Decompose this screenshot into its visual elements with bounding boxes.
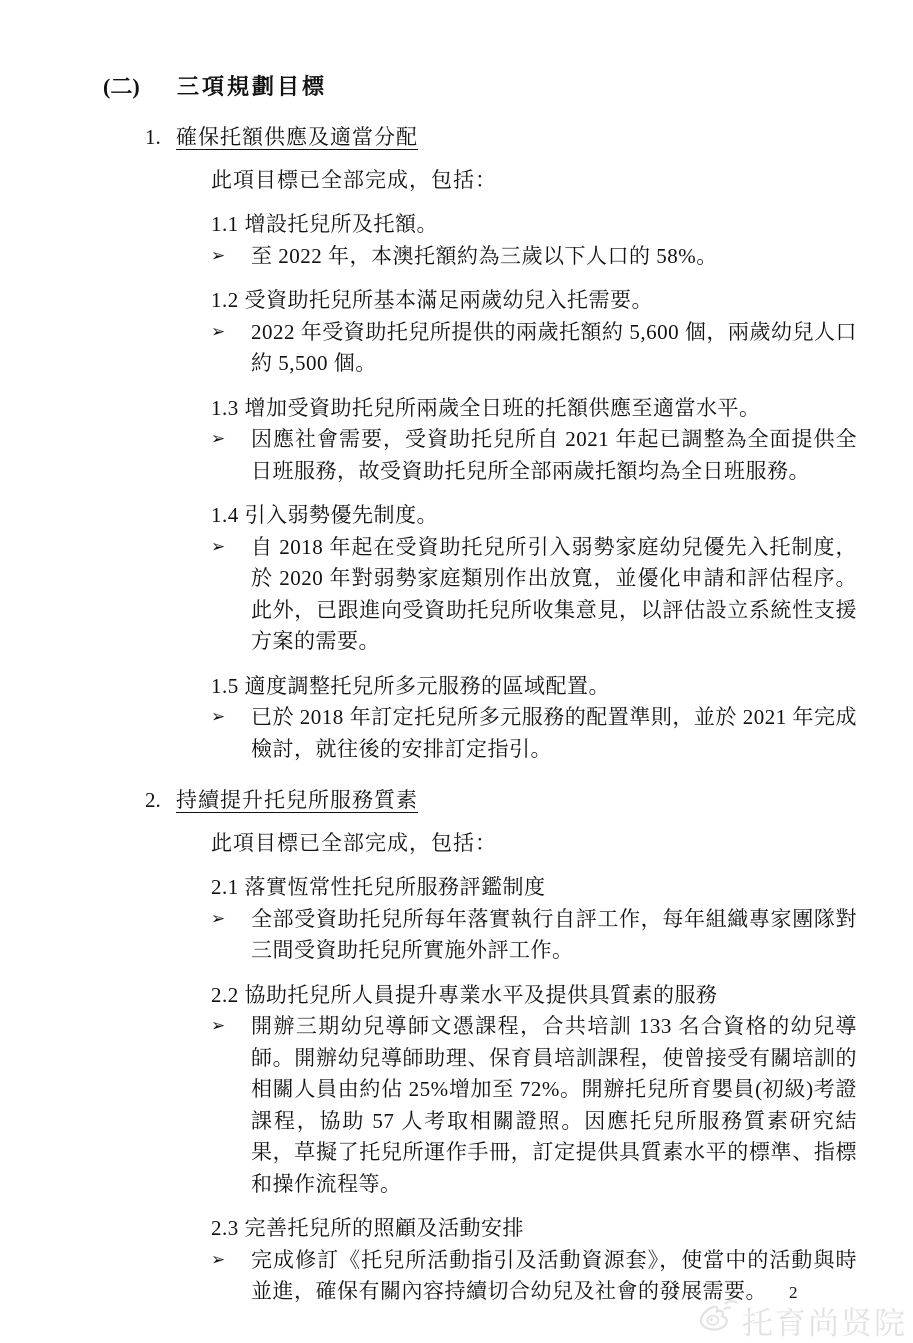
bullet-row	[211, 1011, 857, 1200]
arrowhead-bullet-icon: ➢	[211, 908, 226, 929]
subitem-heading: 1.5 適度調整托兒所多元服務的區域配置。	[211, 673, 610, 698]
arrowhead-bullet-icon: ➢	[211, 536, 226, 557]
bullet-row	[211, 904, 857, 967]
document-body	[103, 72, 857, 1308]
bullet-text: 2022 年受資助托兒所提供的兩歲托額約 5,600 個，兩歲幼兒人口約 5,500 個。	[251, 319, 857, 375]
subitem-1-4	[103, 500, 857, 658]
bullet-row	[211, 424, 857, 487]
arrowhead-bullet-icon: ➢	[211, 1249, 226, 1270]
goal-title: 持續提升托兒所服務質素	[176, 788, 418, 812]
goal-item-1	[103, 122, 857, 765]
bullet-row	[211, 317, 857, 380]
watermark	[696, 1297, 907, 1343]
watermark-text: 托育尚贤院	[742, 1305, 907, 1341]
subitem-2-2	[103, 980, 857, 1201]
subitem-heading: 1.2 受資助托兒所基本滿足兩歲幼兒入托需要。	[211, 288, 653, 312]
subitem-heading: 2.2 協助托兒所人員提升專業水平及提供具質素的服務	[211, 982, 718, 1007]
goal-intro: 此項目標已全部完成，包括：	[211, 167, 497, 192]
page-number: 2	[789, 1283, 798, 1302]
goal-item-2	[103, 785, 857, 1308]
bullet-text: 自 2018 年起在受資助托兒所引入弱勢家庭幼兒優先入托制度，於 2020 年對弱勢家庭類別作出放寬，並優化申請和評估程序。此外，已跟進向受資助托兒所收集意見，以評估設立系統性支援方案的需要。	[251, 534, 857, 653]
goal-intro: 此項目標已全部完成，包括：	[211, 830, 497, 855]
arrowhead-bullet-icon: ➢	[211, 707, 226, 727]
bullet-row	[211, 702, 857, 765]
arrowhead-bullet-icon: ➢	[211, 429, 226, 449]
subitem-2-3	[103, 1213, 857, 1308]
section-title: 三項規劃目標	[177, 74, 328, 99]
subitem-heading: 1.3 增加受資助托兒所兩歲全日班的托額供應至適當水平。	[211, 395, 761, 420]
subitem-heading: 2.3 完善托兒所的照顧及活動安排	[211, 1216, 524, 1240]
bullet-text: 完成修訂《托兒所活動指引及活動資源套》，使當中的活動與時並進，確保有關內容持續切合幼兒及社會的發展需要。	[251, 1247, 857, 1303]
subitem-heading: 1.4 引入弱勢優先制度。	[211, 503, 438, 527]
goal-number: 2.	[145, 788, 161, 812]
bullet-row	[211, 532, 857, 658]
bullet-text: 開辦三期幼兒導師文憑課程，合共培訓 133 名合資格的幼兒導師。開辦幼兒導師助理、保育員培訓課程，使曾接受有關培訓的相關人員由約佔 25%增加至 72%。開辦托兒所育嬰員(初級)考證課程，協助 57 人考取相關證照。因應托兒所服務質素研究結果，草擬了托兒所運作手冊，訂定提供具質素水平的標準、指標和操作流程等。	[251, 1014, 857, 1196]
bullet-text: 已於 2018 年訂定托兒所多元服務的配置準則，並於 2021 年完成檢討，就往後的安排訂定指引。	[251, 705, 857, 761]
arrowhead-bullet-icon: ➢	[211, 245, 226, 266]
subitem-2-1	[103, 872, 857, 967]
subitem-1-3	[103, 393, 857, 488]
bullet-text: 因應社會需要，受資助托兒所自 2021 年起已調整為全面提供全日班服務，故受資助托兒所全部兩歲托額均為全日班服務。	[251, 427, 857, 483]
subitem-1-2	[103, 285, 857, 380]
subitem-1-5	[103, 671, 857, 766]
bullet-text: 全部受資助托兒所每年落實執行自評工作，每年組織專家團隊對三間受資助托兒所實施外評工作。	[251, 906, 857, 962]
arrowhead-bullet-icon: ➢	[211, 1016, 226, 1036]
bullet-text: 至 2022 年，本澳托額約為三歲以下人口的 58%。	[251, 243, 718, 268]
goal-title-row	[103, 785, 857, 817]
subitem-1-1	[103, 209, 857, 272]
bullet-row	[211, 241, 857, 273]
goal-title-row	[103, 122, 857, 154]
weibo-icon	[696, 1297, 742, 1343]
goal-title: 確保托額供應及適當分配	[176, 125, 418, 149]
section-label: (二)	[103, 74, 140, 99]
subitem-heading: 1.1 增設托兒所及托額。	[211, 212, 438, 236]
section-heading	[103, 72, 857, 102]
arrowhead-bullet-icon: ➢	[211, 321, 226, 342]
subitem-heading: 2.1 落實恆常性托兒所服務評鑑制度	[211, 875, 546, 899]
goal-number: 1.	[145, 125, 161, 149]
